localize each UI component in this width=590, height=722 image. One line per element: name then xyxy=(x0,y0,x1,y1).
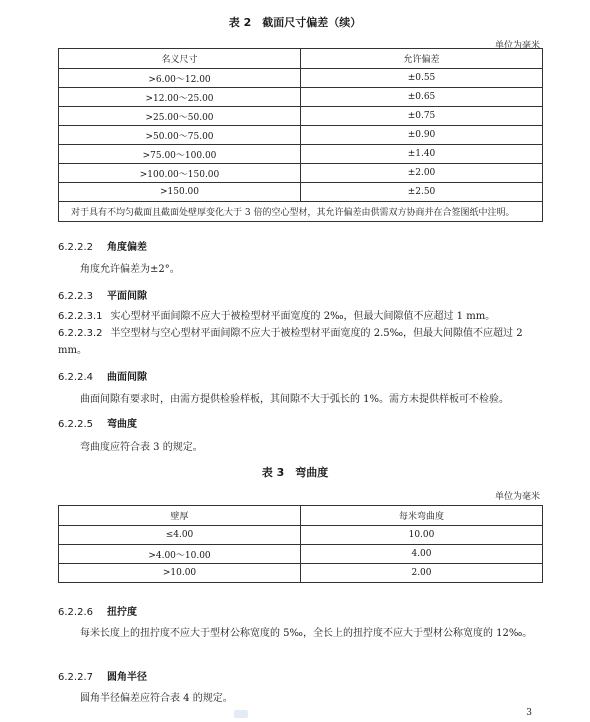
section-title: 平面间隙 xyxy=(107,291,147,302)
table-row xyxy=(59,126,543,145)
clause-text: 半空型材与空心型材平面间隙不应大于被检型材平面宽度的 2.5‰，但最大间隙值不应超过 2 mm。 xyxy=(58,328,523,356)
clause-6-2-2-3-1 xyxy=(58,308,542,325)
table2 xyxy=(58,48,543,222)
section-number: 6.2.2.3 xyxy=(58,291,93,302)
angle-deviation-text: 角度允许偏差为±2°。 xyxy=(80,264,180,275)
table-row xyxy=(59,183,543,202)
section-title: 圆角半径 xyxy=(107,672,147,683)
table-row xyxy=(59,107,543,126)
table3-header-thickness: 壁厚 xyxy=(59,506,301,526)
section-number: 6.2.2.5 xyxy=(58,419,93,430)
table2-unit: 单位为毫米 xyxy=(494,41,540,51)
table3-caption: 表 3 弯曲度 xyxy=(261,466,329,479)
clause-number: 6.2.2.3.1 xyxy=(58,311,103,322)
section-title: 弯曲度 xyxy=(107,419,137,430)
table-row xyxy=(59,545,543,564)
curved-gap-text: 曲面间隙有要求时，由需方提供检验样板，其间隙不大于弧长的 1%。需方未提供样板可不检验。 xyxy=(80,394,510,405)
section-title: 扭拧度 xyxy=(107,607,137,618)
table-row xyxy=(59,145,543,164)
section-6-2-2-3-heading xyxy=(58,287,147,302)
table3-header-row xyxy=(59,506,543,526)
table3-cell-bending: 10.00 xyxy=(301,526,543,545)
table2-cell-tol: ±2.00 xyxy=(301,164,543,183)
table-row xyxy=(59,69,543,88)
table2-cell-tol: ±0.65 xyxy=(301,88,543,107)
table-row xyxy=(59,88,543,107)
section-number: 6.2.2.2 xyxy=(58,242,93,253)
table2-cell-size: >25.00～50.00 xyxy=(59,107,301,126)
table2-cell-tol: ±2.50 xyxy=(301,183,543,202)
section-title: 角度偏差 xyxy=(107,242,147,253)
table3 xyxy=(58,505,543,583)
table2-header-row xyxy=(59,49,543,69)
section-6-2-2-6-heading xyxy=(58,603,137,618)
table2-header-tolerance: 允许偏差 xyxy=(301,49,543,69)
table2-caption: 表 2 截面尺寸偏差（续） xyxy=(228,16,362,29)
table3-cell-thickness: >10.00 xyxy=(59,564,301,583)
section-6-2-2-5-heading xyxy=(58,415,137,430)
clause-number: 6.2.2.3.2 xyxy=(58,328,103,339)
twist-text: 每米长度上的扭拧度不应大于型材公称宽度的 5‰，全长上的扭拧度不应大于型材公称宽度的 12‰。 xyxy=(80,628,533,639)
bending-text: 弯曲度应符合表 3 的规定。 xyxy=(80,442,203,453)
table2-cell-size: >150.00 xyxy=(59,183,301,202)
table2-header-nominal: 名义尺寸 xyxy=(59,49,301,69)
section-title: 曲面间隙 xyxy=(107,372,147,383)
table2-cell-size: >12.00～25.00 xyxy=(59,88,301,107)
clause-text: 实心型材平面间隙不应大于被检型材平面宽度的 2‰，但最大间隙值不应超过 1 mm。 xyxy=(110,311,496,322)
table2-cell-size: >6.00～12.00 xyxy=(59,69,301,88)
section-number: 6.2.2.6 xyxy=(58,607,93,618)
clause-6-2-2-3-2 xyxy=(58,325,542,359)
table-row xyxy=(59,164,543,183)
fillet-radius-text: 圆角半径偏差应符合表 4 的规定。 xyxy=(80,693,233,704)
section-number: 6.2.2.4 xyxy=(58,372,93,383)
table2-cell-tol: ±0.55 xyxy=(301,69,543,88)
table3-cell-bending: 4.00 xyxy=(301,545,543,564)
table2-note-row xyxy=(59,202,543,222)
table2-cell-tol: ±0.90 xyxy=(301,126,543,145)
section-number: 6.2.2.7 xyxy=(58,672,93,683)
section-6-2-2-4-heading xyxy=(58,368,147,383)
table3-header-bending: 每米弯曲度 xyxy=(301,506,543,526)
table2-cell-size: >50.00～75.00 xyxy=(59,126,301,145)
table3-cell-bending: 2.00 xyxy=(301,564,543,583)
table2-note: 对于具有不均匀截面且截面处壁厚变化大于 3 倍的空心型材，其允许偏差由供需双方协商并在合签图纸中注明。 xyxy=(59,202,543,222)
table2-cell-tol: ±1.40 xyxy=(301,145,543,164)
table3-unit: 单位为毫米 xyxy=(494,492,540,502)
scan-mark xyxy=(234,710,248,718)
table-row xyxy=(59,526,543,545)
table2-cell-size: >100.00～150.00 xyxy=(59,164,301,183)
table2-cell-tol: ±0.75 xyxy=(301,107,543,126)
table2-cell-size: >75.00～100.00 xyxy=(59,145,301,164)
section-6-2-2-2-heading xyxy=(58,238,147,253)
page-number: 3 xyxy=(526,708,532,718)
table-row xyxy=(59,564,543,583)
section-6-2-2-7-heading xyxy=(58,668,147,683)
table3-cell-thickness: ≤4.00 xyxy=(59,526,301,545)
table3-cell-thickness: >4.00～10.00 xyxy=(59,545,301,564)
